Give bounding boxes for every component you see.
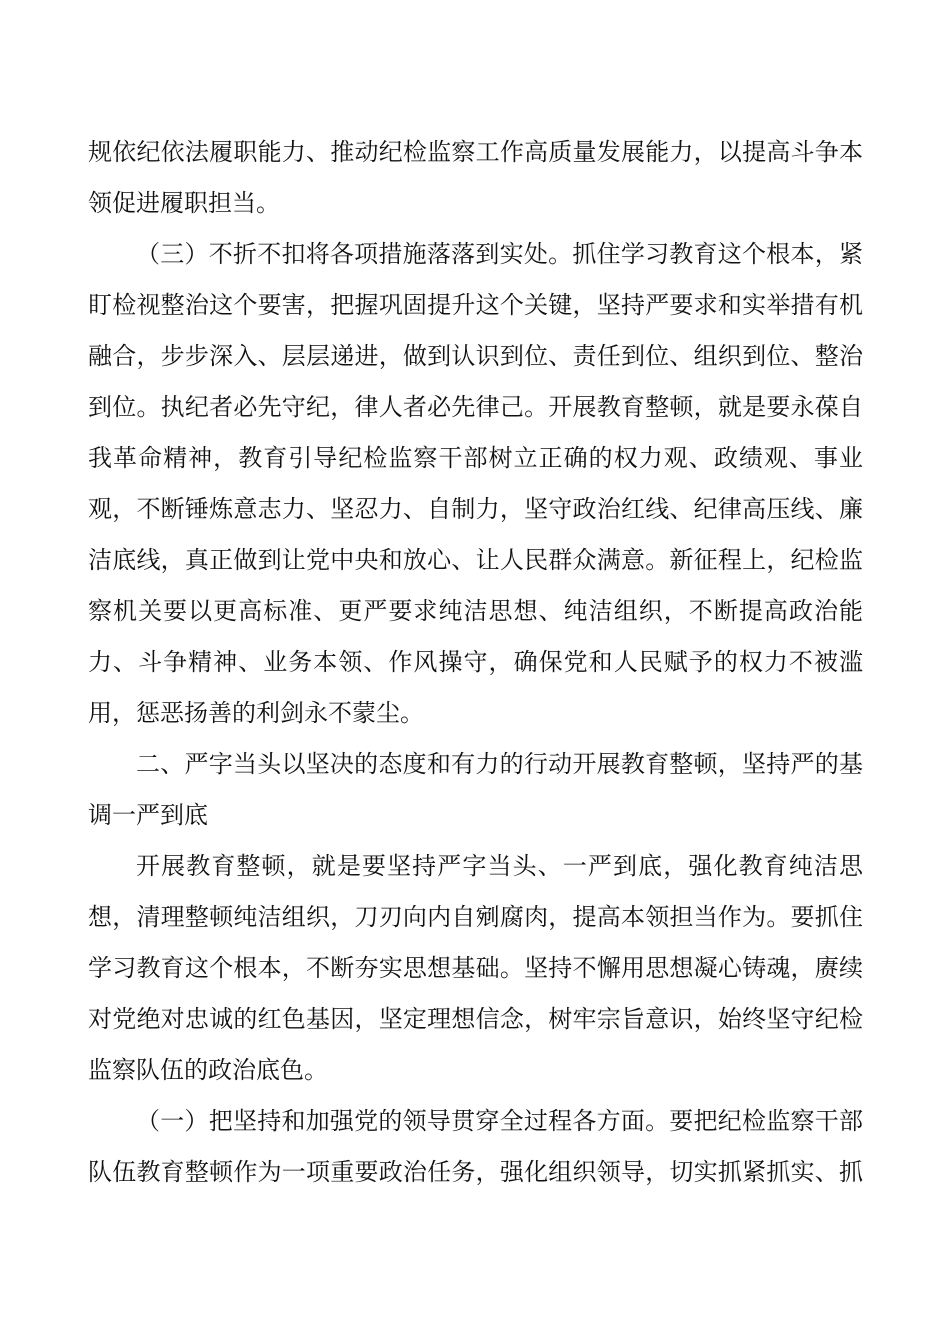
text-line-6: 到位。执纪者必先守纪，律人者必先律己。开展教育整顿，就是要永葆自 xyxy=(88,393,863,421)
section-heading-line-2: 调一严到底 xyxy=(88,801,208,829)
text-line-16: 想，清理整顿纯洁组织，刀刃向内自剜腐肉，提高本领担当作为。要抓住 xyxy=(88,903,863,931)
text-line-19: 监察队伍的政治底色。 xyxy=(88,1056,328,1084)
text-line-18: 对党绝对忠诚的红色基因，坚定理想信念，树牢宗旨意识，始终坚守纪检 xyxy=(88,1005,863,1033)
text-line-5: 融合，步步深入、层层递进，做到认识到位、责任到位、组织到位、整治 xyxy=(88,342,863,370)
text-line-9: 洁底线，真正做到让党中央和放心、让人民群众满意。新征程上，纪检监 xyxy=(88,546,863,574)
text-line-8: 观，不断锤炼意志力、坚忍力、自制力，坚守政治红线、纪律高压线、廉 xyxy=(88,495,863,523)
text-line-1: 规依纪依法履职能力、推动纪检监察工作高质量发展能力，以提高斗争本 xyxy=(88,138,863,166)
text-line-7: 我革命精神，教育引导纪检监察干部树立正确的权力观、政绩观、事业 xyxy=(88,444,863,472)
section-heading-line-1: 二、严字当头以坚决的态度和有力的行动开展教育整顿，坚持严的基 xyxy=(136,750,863,778)
text-line-20: （一）把坚持和加强党的领导贯穿全过程各方面。要把纪检监察干部 xyxy=(136,1107,863,1135)
text-line-2: 领促进履职担当。 xyxy=(88,189,280,217)
text-line-12: 用，惩恶扬善的利剑永不蒙尘。 xyxy=(88,699,424,727)
text-line-3: （三）不折不扣将各项措施落落到实处。抓住学习教育这个根本，紧 xyxy=(136,240,863,268)
text-line-11: 力、斗争精神、业务本领、作风操守，确保党和人民赋予的权力不被滥 xyxy=(88,648,863,676)
text-line-15: 开展教育整顿，就是要坚持严字当头、一严到底，强化教育纯洁思 xyxy=(136,852,863,880)
text-line-21: 队伍教育整顿作为一项重要政治任务，强化组织领导，切实抓紧抓实、抓 xyxy=(88,1158,863,1186)
text-line-4: 盯检视整治这个要害，把握巩固提升这个关键，坚持严要求和实举措有机 xyxy=(88,291,863,319)
text-line-17: 学习教育这个根本，不断夯实思想基础。坚持不懈用思想凝心铸魂，赓续 xyxy=(88,954,863,982)
text-line-10: 察机关要以更高标准、更严要求纯洁思想、纯洁组织，不断提高政治能 xyxy=(88,597,863,625)
